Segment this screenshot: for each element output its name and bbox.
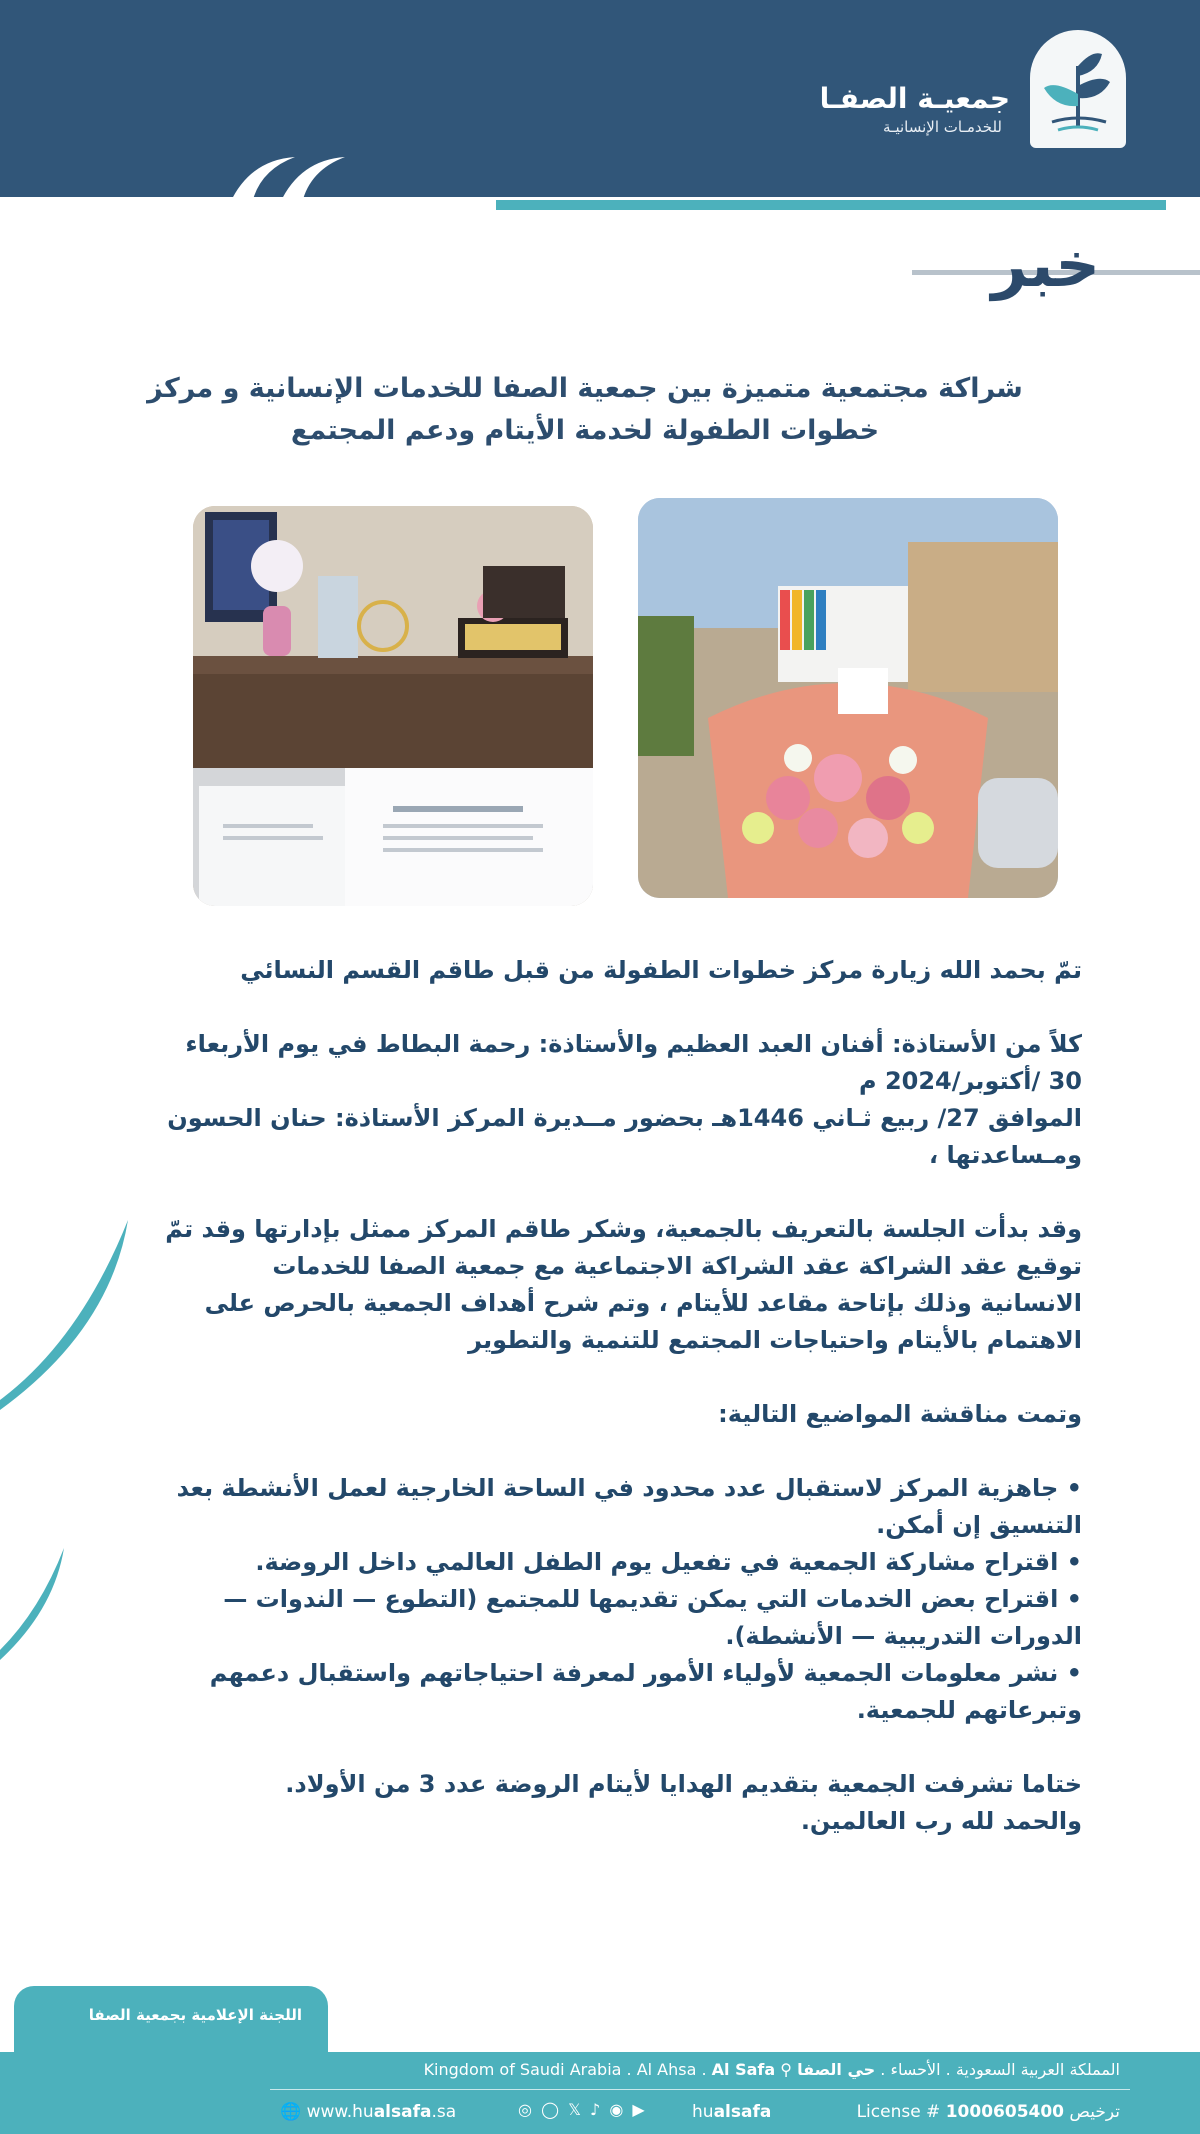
license-info xyxy=(857,2102,1120,2122)
facebook-icon[interactable]: ◉ xyxy=(609,2100,626,2119)
decorative-swoosh xyxy=(220,155,350,205)
address-ar: المملكة العربية السعودية . الأحساء . xyxy=(880,2060,1120,2079)
location-pin-icon: ⚲ xyxy=(780,2060,792,2079)
address-ar-district: حي الصفا xyxy=(797,2060,876,2079)
footer-address xyxy=(424,2060,1120,2079)
decorative-arc xyxy=(0,1540,80,1660)
instagram-icon[interactable]: ◎ xyxy=(518,2100,534,2119)
license-number: 1000605400 xyxy=(945,2102,1065,2122)
article-body xyxy=(102,952,1082,1840)
footer-divider xyxy=(270,2089,1130,2090)
bullet-item: الدورات التدريبية — الأنشطة). xyxy=(725,1622,1082,1650)
paragraph: الاهتمام بالأيتام واحتياجات المجتمع للتنمية والتطوير xyxy=(468,1326,1082,1354)
bullet-item: التنسيق إن أمكن. xyxy=(876,1511,1082,1539)
paragraph: تمّ بحمد الله زيارة مركز خطوات الطفولة من قبل طاقم القسم النسائي xyxy=(240,956,1082,984)
office-desk-photo xyxy=(193,506,593,906)
social-handle xyxy=(692,2102,771,2122)
website-link[interactable] xyxy=(280,2102,456,2122)
tiktok-icon[interactable]: ♪ xyxy=(590,2100,603,2119)
closing-line: والحمد لله رب العالمين. xyxy=(800,1807,1082,1835)
header-accent-strip xyxy=(496,200,1166,210)
logo xyxy=(1030,30,1126,148)
headline xyxy=(90,368,1080,452)
headline-line: خطوات الطفولة لخدمة الأيتام ودعم المجتمع xyxy=(290,415,880,446)
license-label: License # xyxy=(856,2102,941,2122)
bullet-item: وتبرعاتهم للجمعية. xyxy=(856,1696,1082,1724)
paragraph: الموافق 27/ ربيع ثـاني 1446هـ بحضور مــديرة المركز الأستاذة: حنان الحسون xyxy=(167,1104,1082,1132)
paragraph: كلاً من الأستاذة: أفنان العبد العظيم والأستاذة: رحمة البطاط في يوم الأربعاء xyxy=(185,1030,1082,1058)
paragraph: وقد بدأت الجلسة بالتعريف بالجمعية، وشكر طاقم المركز ممثل بإدارتها وقد تمّ xyxy=(165,1215,1082,1243)
bullet-item: • نشر معلومات الجمعية لأولياء الأمور لمعرفة احتياجاتهم واستقبال دعمهم xyxy=(209,1659,1082,1687)
topics-title: وتمت مناقشة المواضيع التالية: xyxy=(718,1400,1082,1428)
social-icons xyxy=(518,2100,647,2119)
x-icon[interactable]: 𝕏 xyxy=(568,2100,583,2119)
license-ar: ترخيص xyxy=(1069,2102,1120,2122)
bullet-item: • جاهزية المركز لاستقبال عدد محدود في الساحة الخارجية لعمل الأنشطة بعد xyxy=(176,1474,1082,1502)
website-bold: alsafa xyxy=(373,2102,432,2122)
paragraph: ومـساعدتها ، xyxy=(928,1141,1082,1169)
media-committee-label: اللجنة الإعلامية بجمعية الصفا xyxy=(88,2006,302,2024)
paragraph: 30 /أكتوبر/2024 م xyxy=(858,1067,1082,1095)
handle-bold: alsafa xyxy=(713,2102,772,2122)
flowers-building-photo xyxy=(638,498,1058,898)
youtube-icon[interactable]: ▶ xyxy=(632,2100,647,2119)
paragraph: توقيع عقد الشراكة عقد الشراكة الاجتماعية مع جمعية الصفا للخدمات xyxy=(272,1252,1082,1280)
website-suffix: .sa xyxy=(431,2102,457,2122)
bullet-item: • اقتراح مشاركة الجمعية في تفعيل يوم الطفل العالمي داخل الروضة. xyxy=(255,1548,1082,1576)
org-name: جمعيـة الصفـا xyxy=(819,82,1010,115)
address-en: Kingdom of Saudi Arabia . Al Ahsa . xyxy=(423,2060,707,2079)
header-banner xyxy=(0,0,1200,197)
paragraph: الانسانية وذلك بإتاحة مقاعد للأيتام ، وتم شرح أهداف الجمعية بالحرص على xyxy=(204,1289,1082,1317)
globe-icon: 🌐 xyxy=(280,2102,302,2122)
headline-line: شراكة مجتمعية متميزة بين جمعية الصفا للخدمات الإنسانية و مركز xyxy=(147,373,1023,404)
address-en-district: Al Safa xyxy=(711,2060,776,2079)
section-label: خبر xyxy=(991,228,1100,301)
footer xyxy=(0,2052,1200,2134)
snapchat-icon[interactable]: ◯ xyxy=(541,2100,561,2119)
org-subtitle: للخدمـات الإنسانيـة xyxy=(883,118,1002,136)
media-committee-tab xyxy=(14,1986,328,2052)
website-prefix: www.hu xyxy=(306,2102,374,2122)
handle-prefix: hu xyxy=(692,2102,714,2122)
plant-logo-icon xyxy=(1030,30,1126,148)
closing-line: ختاما تشرفت الجمعية بتقديم الهدايا لأيتام الروضة عدد 3 من الأولاد. xyxy=(285,1770,1082,1798)
bullet-item: • اقتراح بعض الخدمات التي يمكن تقديمها للمجتمع (التطوع — الندوات — xyxy=(223,1585,1082,1613)
